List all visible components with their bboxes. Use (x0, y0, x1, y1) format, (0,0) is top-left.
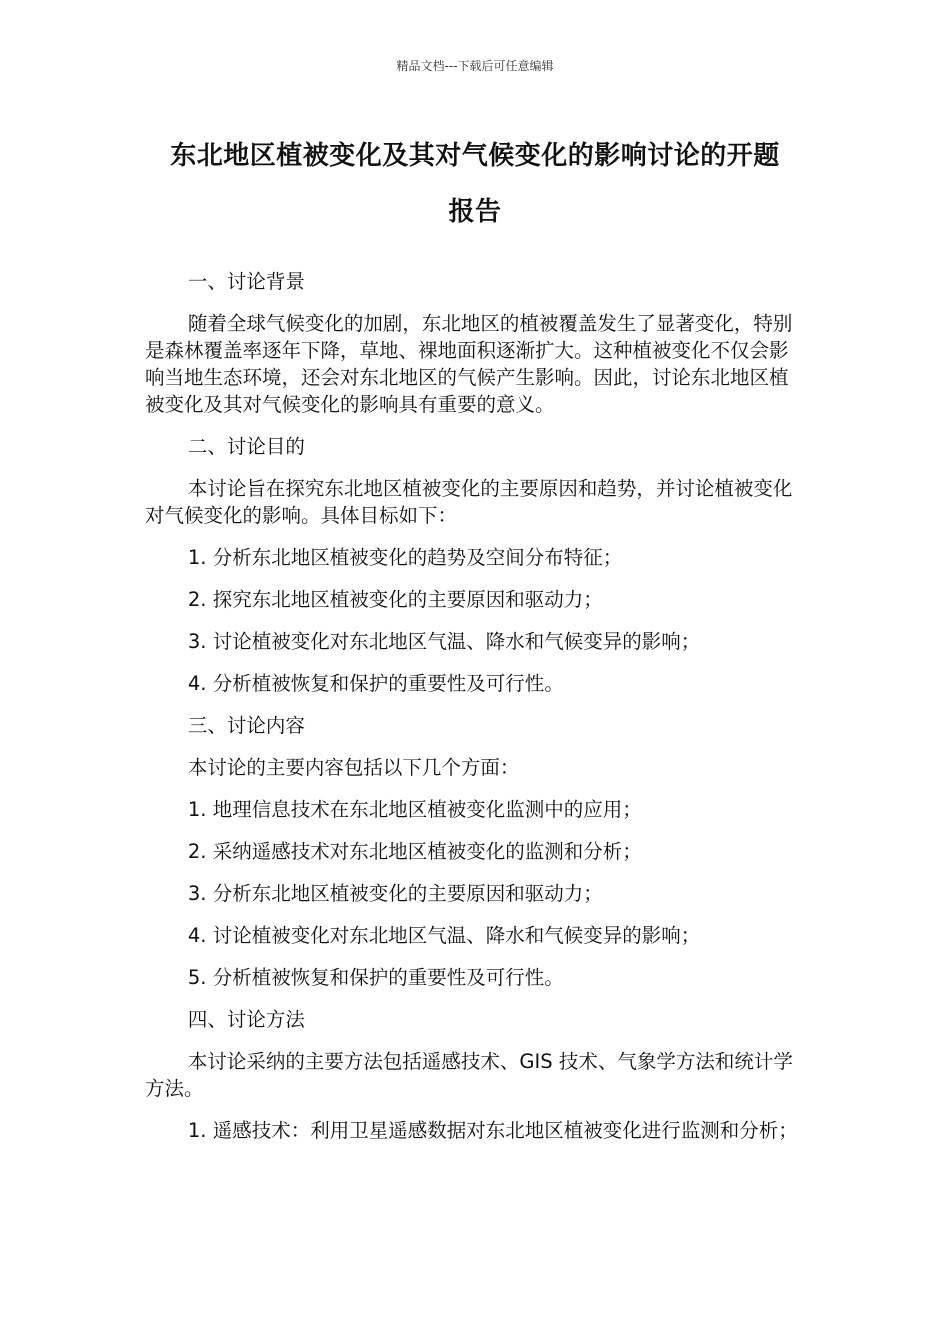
list-item: 2. 采纳遥感技术对东北地区植被变化的监测和分析； (187, 840, 642, 863)
list-item: 4. 分析植被恢复和保护的重要性及可行性。 (187, 672, 564, 695)
paragraph-methods: 本讨论采纳的主要方法包括遥感技术、GIS 技术、气象学方法和统计学方法。 (145, 1050, 793, 1100)
section-heading-methods: 四、讨论方法 (187, 1008, 305, 1031)
section-heading-content: 三、讨论内容 (187, 714, 305, 737)
list-item: 3. 分析东北地区植被变化的主要原因和驱动力； (187, 882, 603, 905)
list-item: 1. 遥感技术：利用卫星遥感数据对东北地区植被变化进行监测和分析； (187, 1119, 798, 1142)
header-note: 精品文档---下载后可任意编辑 (396, 59, 554, 73)
list-item: 1. 地理信息技术在东北地区植被变化监测中的应用； (187, 798, 642, 821)
list-item: 3. 讨论植被变化对东北地区气温、降水和气候变异的影响； (187, 630, 701, 653)
title-line-2: 报告 (448, 197, 502, 227)
list-item: 2. 探究东北地区植被变化的主要原因和驱动力； (187, 588, 603, 611)
section-heading-background: 一、讨论背景 (187, 270, 305, 293)
document-title (130, 128, 820, 240)
list-item: 4. 讨论植被变化对东北地区气温、降水和气候变异的影响； (187, 924, 701, 947)
title-line-1: 东北地区植被变化及其对气候变化的影响讨论的开题 (170, 141, 780, 171)
paragraph-background: 随着全球气候变化的加剧，东北地区的植被覆盖发生了显著变化，特别是森林覆盖率逐年下降，草地、裸地面积逐渐扩大。这种植被变化不仅会影响当地生态环境，还会对东北地区的气候产生影响。因此，讨论东北地区植被变化及其对气候变化的影响具有重要的意义。 (145, 312, 793, 416)
document-body (145, 268, 800, 1159)
paragraph-content-intro: 本讨论的主要内容包括以下几个方面： (187, 756, 520, 779)
section-heading-purpose: 二、讨论目的 (187, 435, 305, 458)
list-item: 1. 分析东北地区植被变化的趋势及空间分布特征； (187, 546, 623, 569)
paragraph-purpose: 本讨论旨在探究东北地区植被变化的主要原因和趋势，并讨论植被变化对气候变化的影响。具体目标如下： (145, 477, 793, 527)
list-item: 5. 分析植被恢复和保护的重要性及可行性。 (187, 966, 564, 989)
